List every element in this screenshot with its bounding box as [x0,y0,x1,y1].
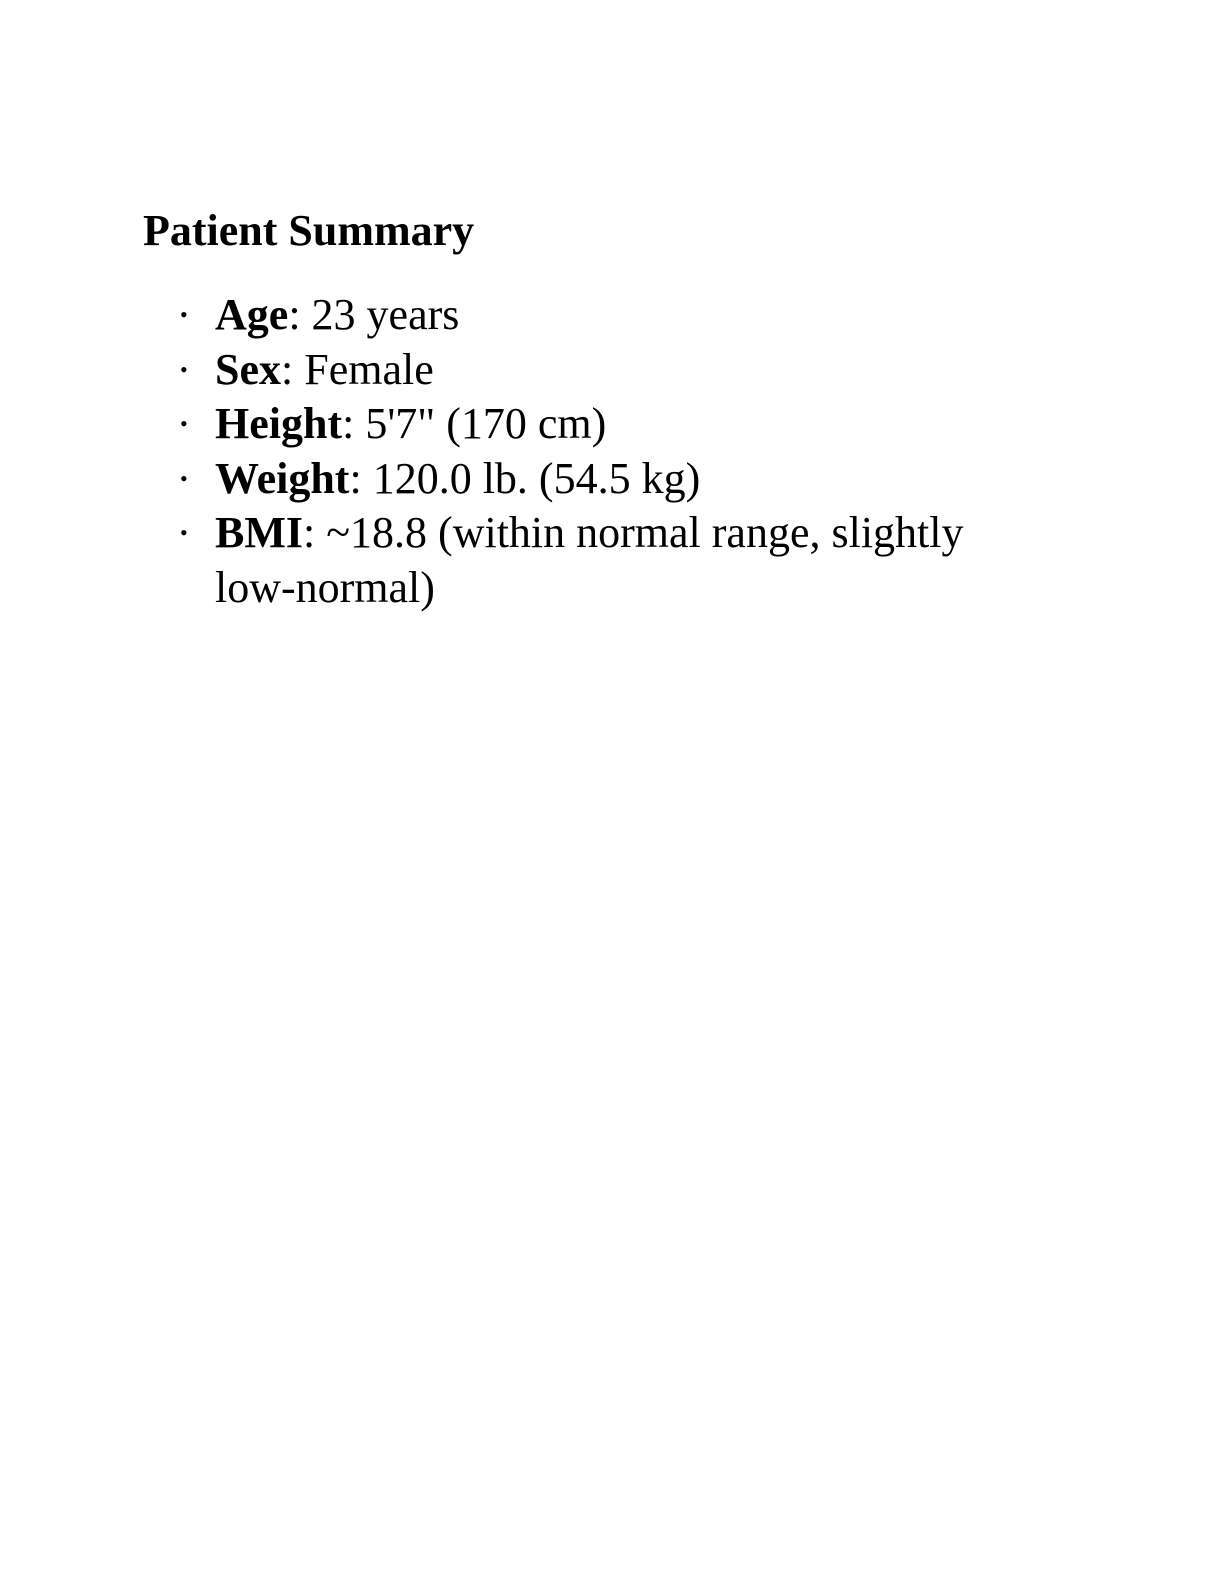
bullet-icon: • [180,302,188,327]
item-separator: : [281,344,305,394]
summary-item-weight [143,452,1043,507]
item-value: 120.0 lb. (54.5 kg) [372,453,701,503]
bullet-icon: • [180,411,188,436]
item-value: 5'7" (170 cm) [365,399,607,448]
item-label: BMI [215,508,303,557]
bullet-icon: • [180,465,188,491]
item-value: 23 years [311,290,460,339]
item-value: ~18.8 (within normal range, slightly low-normal) [215,508,964,612]
summary-item-sex [143,343,1043,398]
bullet-icon: • [180,356,188,382]
page-title: Patient Summary [143,206,475,255]
item-separator: : [303,508,327,557]
item-label: Sex [215,344,281,394]
item-label: Age [215,290,289,339]
item-label: Weight [215,453,350,503]
summary-item-bmi [143,506,1043,615]
item-value: Female [304,344,434,394]
summary-item-height [143,397,1043,452]
patient-summary-list [143,288,1043,615]
item-separator: : [349,453,373,503]
item-separator: : [342,399,366,448]
item-separator: : [288,290,312,339]
bullet-icon: • [180,520,188,545]
item-label: Height [215,399,343,448]
summary-item-age [143,288,1043,343]
